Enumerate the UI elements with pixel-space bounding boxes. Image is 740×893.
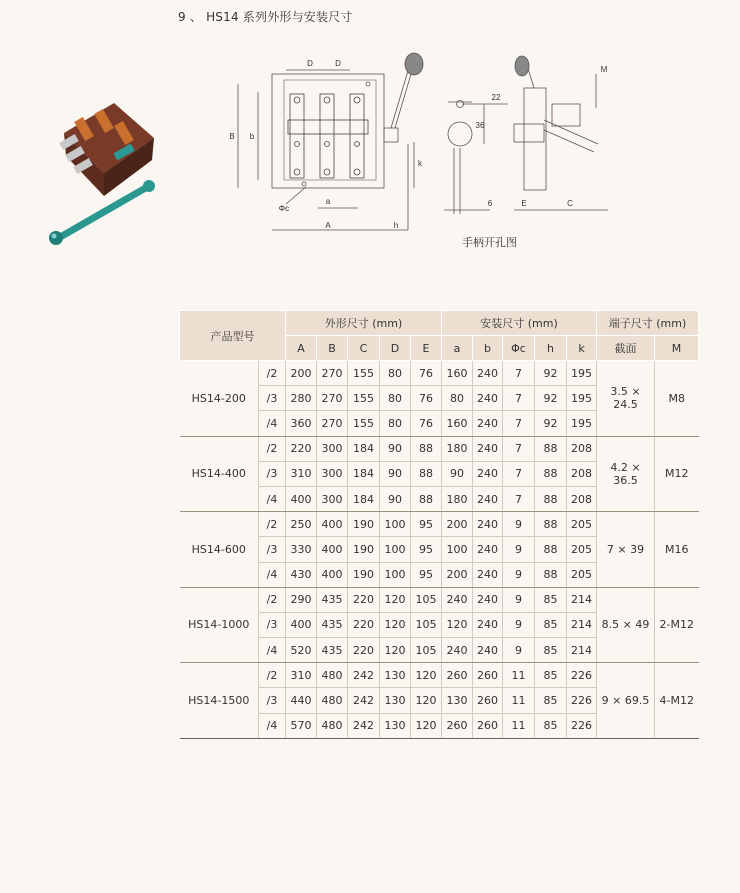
pole-count: /3 — [259, 612, 286, 637]
terminal-bolt: M8 — [655, 361, 699, 437]
dimension-cell: 300 — [317, 461, 348, 486]
dimension-cell: 130 — [380, 688, 411, 713]
dimension-cell: 200 — [286, 361, 317, 386]
dimension-cell: 88 — [411, 461, 442, 486]
label-k: k — [418, 159, 422, 168]
dimension-cell: 155 — [348, 361, 380, 386]
dimension-cell: 208 — [567, 486, 597, 511]
dimension-cell: 180 — [442, 486, 473, 511]
dimension-cell: 195 — [567, 386, 597, 411]
dimension-cell: 240 — [473, 562, 503, 587]
dimension-cell: 480 — [317, 663, 348, 688]
pole-count: /4 — [259, 638, 286, 663]
header-model: 产品型号 — [180, 311, 286, 361]
dimension-cell: 100 — [380, 562, 411, 587]
dimension-cell: 9 — [503, 537, 535, 562]
terminal-bolt: M12 — [655, 436, 699, 512]
dimension-cell: 88 — [411, 436, 442, 461]
pole-count: /2 — [259, 436, 286, 461]
dimension-cell: 11 — [503, 713, 535, 738]
label-D2: D — [335, 59, 341, 68]
table-row — [180, 587, 699, 612]
dimension-cell: 120 — [411, 688, 442, 713]
dimension-cell: 300 — [317, 436, 348, 461]
dimension-cell: 155 — [348, 386, 380, 411]
dimension-cell: 80 — [380, 411, 411, 436]
dimension-cell: 260 — [473, 713, 503, 738]
dimension-cell: 260 — [473, 663, 503, 688]
dimension-cell: 9 — [503, 638, 535, 663]
dimension-cell: 9 — [503, 512, 535, 537]
dimension-cell: 7 — [503, 436, 535, 461]
dimension-cell: 85 — [535, 713, 567, 738]
dimension-cell: 90 — [380, 486, 411, 511]
dimension-cell: 76 — [411, 361, 442, 386]
dimension-cell: 240 — [473, 537, 503, 562]
dimension-cell: 80 — [380, 361, 411, 386]
header-install: 安装尺寸 (mm) — [442, 311, 597, 336]
label-22: 22 — [491, 93, 501, 102]
dimension-cell: 240 — [473, 612, 503, 637]
dimension-cell: 7 — [503, 386, 535, 411]
sub-header: k — [567, 336, 597, 361]
dimension-cell: 184 — [348, 461, 380, 486]
dimension-cell: 240 — [473, 436, 503, 461]
dimension-cell: 100 — [380, 537, 411, 562]
sub-header: b — [473, 336, 503, 361]
dimension-cell: 7 — [503, 361, 535, 386]
dimension-cell: 260 — [442, 713, 473, 738]
dimension-cell: 240 — [473, 411, 503, 436]
sub-header: a — [442, 336, 473, 361]
pole-count: /3 — [259, 386, 286, 411]
dimension-cell: 260 — [442, 663, 473, 688]
dimension-cell: 9 — [503, 587, 535, 612]
dimension-cell: 310 — [286, 663, 317, 688]
handle-hole-caption: 手柄开孔图 — [462, 236, 517, 249]
dimension-cell: 105 — [411, 612, 442, 637]
dimension-cell: 400 — [317, 562, 348, 587]
terminal-section: 7 × 39 — [597, 512, 655, 588]
sub-header: E — [411, 336, 442, 361]
dimension-cell: 7 — [503, 486, 535, 511]
dimension-cell: 88 — [535, 461, 567, 486]
dimension-cell: 400 — [286, 486, 317, 511]
dimension-cell: 130 — [380, 663, 411, 688]
dimension-cell: 226 — [567, 688, 597, 713]
dimension-cell: 88 — [411, 486, 442, 511]
dimension-cell: 76 — [411, 386, 442, 411]
dimension-cell: 85 — [535, 663, 567, 688]
dimension-cell: 290 — [286, 587, 317, 612]
dimension-cell: 205 — [567, 537, 597, 562]
sub-header: B — [317, 336, 348, 361]
dimension-cell: 80 — [442, 386, 473, 411]
table-row — [180, 361, 699, 386]
model-name: HS14-1000 — [180, 587, 259, 663]
dimension-drawing — [218, 44, 638, 254]
dimension-cell: 184 — [348, 436, 380, 461]
label-D1: D — [307, 59, 313, 68]
pole-count: /3 — [259, 461, 286, 486]
dimension-cell: 220 — [348, 612, 380, 637]
dimension-cell: 130 — [442, 688, 473, 713]
dimension-cell: 205 — [567, 562, 597, 587]
terminal-bolt: 2-M12 — [655, 587, 699, 663]
dimension-cell: 520 — [286, 638, 317, 663]
dimension-cell: 85 — [535, 587, 567, 612]
label-6: 6 — [487, 199, 493, 208]
dimension-cell: 190 — [348, 512, 380, 537]
dimension-cell: 200 — [442, 512, 473, 537]
dimension-cell: 95 — [411, 537, 442, 562]
dimension-cell: 242 — [348, 663, 380, 688]
dimension-cell: 310 — [286, 461, 317, 486]
sub-header: Φc — [503, 336, 535, 361]
dimension-cell: 88 — [535, 486, 567, 511]
dimension-cell: 280 — [286, 386, 317, 411]
pole-count: /2 — [259, 587, 286, 612]
dimension-cell: 76 — [411, 411, 442, 436]
dimension-cell: 240 — [442, 587, 473, 612]
dimension-cell: 120 — [411, 713, 442, 738]
model-name: HS14-200 — [180, 361, 259, 437]
pole-count: /4 — [259, 411, 286, 436]
pole-count: /2 — [259, 361, 286, 386]
dimension-cell: 105 — [411, 638, 442, 663]
dimension-cell: 92 — [535, 386, 567, 411]
dimension-cell: 240 — [473, 386, 503, 411]
dimension-cell: 270 — [317, 411, 348, 436]
model-name: HS14-600 — [180, 512, 259, 588]
label-M: M — [600, 65, 608, 74]
dimension-cell: 400 — [317, 512, 348, 537]
dimension-cell: 195 — [567, 361, 597, 386]
label-phic: Φc — [278, 204, 290, 213]
spec-table — [179, 310, 699, 739]
dimension-cell: 180 — [442, 436, 473, 461]
table-row — [180, 436, 699, 461]
dimension-cell: 270 — [317, 386, 348, 411]
dimension-cell: 92 — [535, 361, 567, 386]
sub-header: C — [348, 336, 380, 361]
dimension-cell: 220 — [286, 436, 317, 461]
dimension-cell: 9 — [503, 612, 535, 637]
dimension-cell: 435 — [317, 587, 348, 612]
page-title: 9 、 HS14 系列外形与安装尺寸 — [178, 10, 353, 24]
dimension-cell: 90 — [380, 461, 411, 486]
dimension-cell: 7 — [503, 461, 535, 486]
dimension-cell: 440 — [286, 688, 317, 713]
dimension-cell: 240 — [473, 486, 503, 511]
dimension-cell: 95 — [411, 512, 442, 537]
terminal-section: 9 × 69.5 — [597, 663, 655, 739]
dimension-cell: 85 — [535, 612, 567, 637]
label-a: a — [325, 197, 331, 206]
terminal-bolt: 4-M12 — [655, 663, 699, 739]
dimension-cell: 200 — [442, 562, 473, 587]
dimension-cell: 92 — [535, 411, 567, 436]
dimension-cell: 100 — [380, 512, 411, 537]
dimension-cell: 9 — [503, 562, 535, 587]
dimension-cell: 430 — [286, 562, 317, 587]
dimension-cell: 400 — [286, 612, 317, 637]
dimension-cell: 105 — [411, 587, 442, 612]
dimension-cell: 90 — [380, 436, 411, 461]
dimension-cell: 90 — [442, 461, 473, 486]
label-h: h — [393, 221, 399, 230]
pole-count: /2 — [259, 512, 286, 537]
dimension-cell: 240 — [473, 512, 503, 537]
dimension-cell: 130 — [380, 713, 411, 738]
product-photo — [44, 98, 164, 248]
dimension-cell: 120 — [442, 612, 473, 637]
dimension-cell: 480 — [317, 713, 348, 738]
label-A: A — [325, 221, 331, 230]
dimension-cell: 190 — [348, 537, 380, 562]
dimension-cell: 184 — [348, 486, 380, 511]
dimension-cell: 95 — [411, 562, 442, 587]
dimension-cell: 360 — [286, 411, 317, 436]
dimension-cell: 7 — [503, 411, 535, 436]
dimension-cell: 400 — [317, 537, 348, 562]
dimension-cell: 480 — [317, 688, 348, 713]
dimension-cell: 214 — [567, 612, 597, 637]
dimension-cell: 570 — [286, 713, 317, 738]
dimension-cell: 208 — [567, 436, 597, 461]
dimension-cell: 85 — [535, 638, 567, 663]
header-terminal: 端子尺寸 (mm) — [597, 311, 699, 336]
dimension-cell: 88 — [535, 512, 567, 537]
dimension-cell: 190 — [348, 562, 380, 587]
dimension-cell: 240 — [473, 461, 503, 486]
label-B: B — [229, 132, 235, 141]
dimension-cell: 214 — [567, 587, 597, 612]
dimension-cell: 80 — [380, 386, 411, 411]
header-outline: 外形尺寸 (mm) — [286, 311, 442, 336]
sub-header: 截面 — [597, 336, 655, 361]
dimension-cell: 226 — [567, 663, 597, 688]
dimension-cell: 330 — [286, 537, 317, 562]
dimension-cell: 11 — [503, 688, 535, 713]
terminal-section: 3.5 × 24.5 — [597, 361, 655, 437]
pole-count: /3 — [259, 537, 286, 562]
dimension-cell: 205 — [567, 512, 597, 537]
dimension-cell: 242 — [348, 713, 380, 738]
model-name: HS14-1500 — [180, 663, 259, 739]
sub-header: A — [286, 336, 317, 361]
dimension-cell: 120 — [411, 663, 442, 688]
dimension-cell: 300 — [317, 486, 348, 511]
label-b: b — [249, 132, 255, 141]
label-36: 36 — [475, 121, 485, 130]
pole-count: /4 — [259, 713, 286, 738]
pole-count: /4 — [259, 562, 286, 587]
sub-header: D — [380, 336, 411, 361]
dimension-cell: 220 — [348, 587, 380, 612]
dimension-cell: 88 — [535, 562, 567, 587]
dimension-cell: 120 — [380, 587, 411, 612]
dimension-cell: 208 — [567, 461, 597, 486]
dimension-cell: 160 — [442, 411, 473, 436]
dimension-cell: 250 — [286, 512, 317, 537]
dimension-cell: 155 — [348, 411, 380, 436]
dimension-cell: 260 — [473, 688, 503, 713]
terminal-section: 4.2 × 36.5 — [597, 436, 655, 512]
table-row — [180, 663, 699, 688]
pole-count: /2 — [259, 663, 286, 688]
dimension-cell: 195 — [567, 411, 597, 436]
label-E: E — [521, 199, 527, 208]
dimension-cell: 242 — [348, 688, 380, 713]
pole-count: /3 — [259, 688, 286, 713]
pole-count: /4 — [259, 486, 286, 511]
dimension-cell: 435 — [317, 612, 348, 637]
dimension-cell: 435 — [317, 638, 348, 663]
sub-header: M — [655, 336, 699, 361]
dimension-cell: 88 — [535, 537, 567, 562]
dimension-cell: 88 — [535, 436, 567, 461]
dimension-cell: 226 — [567, 713, 597, 738]
terminal-bolt: M16 — [655, 512, 699, 588]
dimension-cell: 160 — [442, 361, 473, 386]
terminal-section: 8.5 × 49 — [597, 587, 655, 663]
dimension-cell: 240 — [473, 638, 503, 663]
dimension-cell: 11 — [503, 663, 535, 688]
dimension-cell: 240 — [442, 638, 473, 663]
dimension-cell: 240 — [473, 587, 503, 612]
dimension-cell: 120 — [380, 612, 411, 637]
dimension-cell: 100 — [442, 537, 473, 562]
dimension-cell: 270 — [317, 361, 348, 386]
table-row — [180, 512, 699, 537]
model-name: HS14-400 — [180, 436, 259, 512]
dimension-cell: 120 — [380, 638, 411, 663]
label-C: C — [567, 199, 573, 208]
dimension-cell: 240 — [473, 361, 503, 386]
dimension-cell: 214 — [567, 638, 597, 663]
dimension-cell: 85 — [535, 688, 567, 713]
dimension-cell: 220 — [348, 638, 380, 663]
sub-header: h — [535, 336, 567, 361]
